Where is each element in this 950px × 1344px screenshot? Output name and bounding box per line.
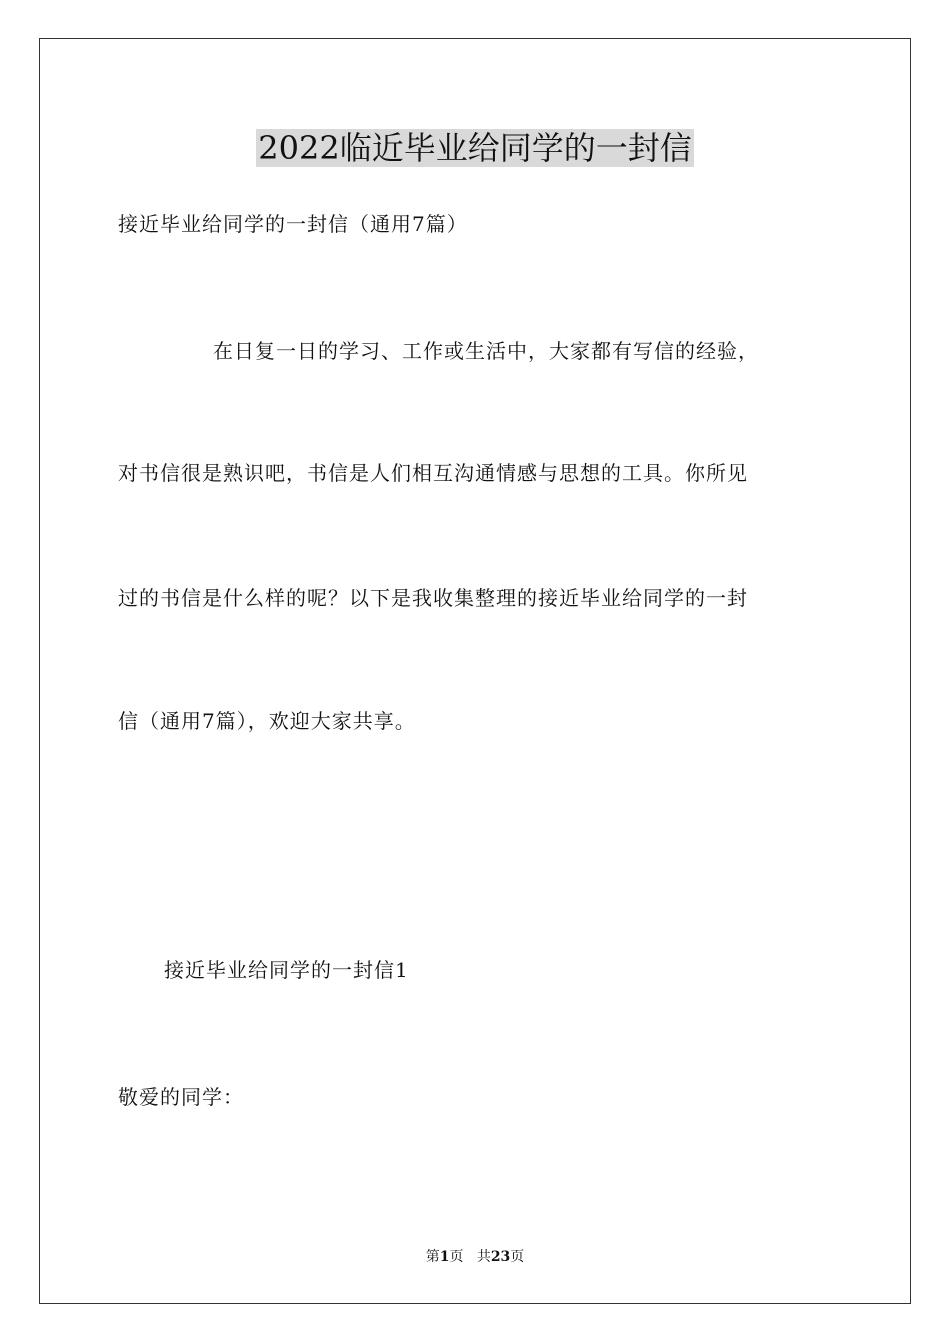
section-heading: 接近毕业给同学的一封信1: [164, 958, 409, 982]
page-footer: [0, 1247, 950, 1267]
document-title-text: 2022临近毕业给同学的一封信: [258, 129, 692, 167]
page-prefix: 第: [425, 1249, 440, 1265]
document-title: [0, 126, 950, 170]
intro-line-4: 信（通用7篇），欢迎大家共享。: [118, 709, 416, 733]
total-pages: 23: [490, 1249, 511, 1265]
total-suffix: 页: [510, 1249, 525, 1265]
document-subtitle: 接近毕业给同学的一封信（通用7篇）: [118, 212, 468, 236]
page-number: 1: [439, 1249, 450, 1265]
intro-line-3: 过的书信是什么样的呢？以下是我收集整理的接近毕业给同学的一封: [118, 586, 748, 610]
letter-salutation: 敬爱的同学：: [118, 1085, 244, 1109]
total-prefix: 共: [476, 1249, 491, 1265]
intro-line-1: 在日复一日的学习、工作或生活中，大家都有写信的经验，: [213, 339, 759, 363]
page-suffix: 页: [449, 1249, 464, 1265]
intro-line-2: 对书信很是熟识吧，书信是人们相互沟通情感与思想的工具。你所见: [118, 461, 748, 485]
